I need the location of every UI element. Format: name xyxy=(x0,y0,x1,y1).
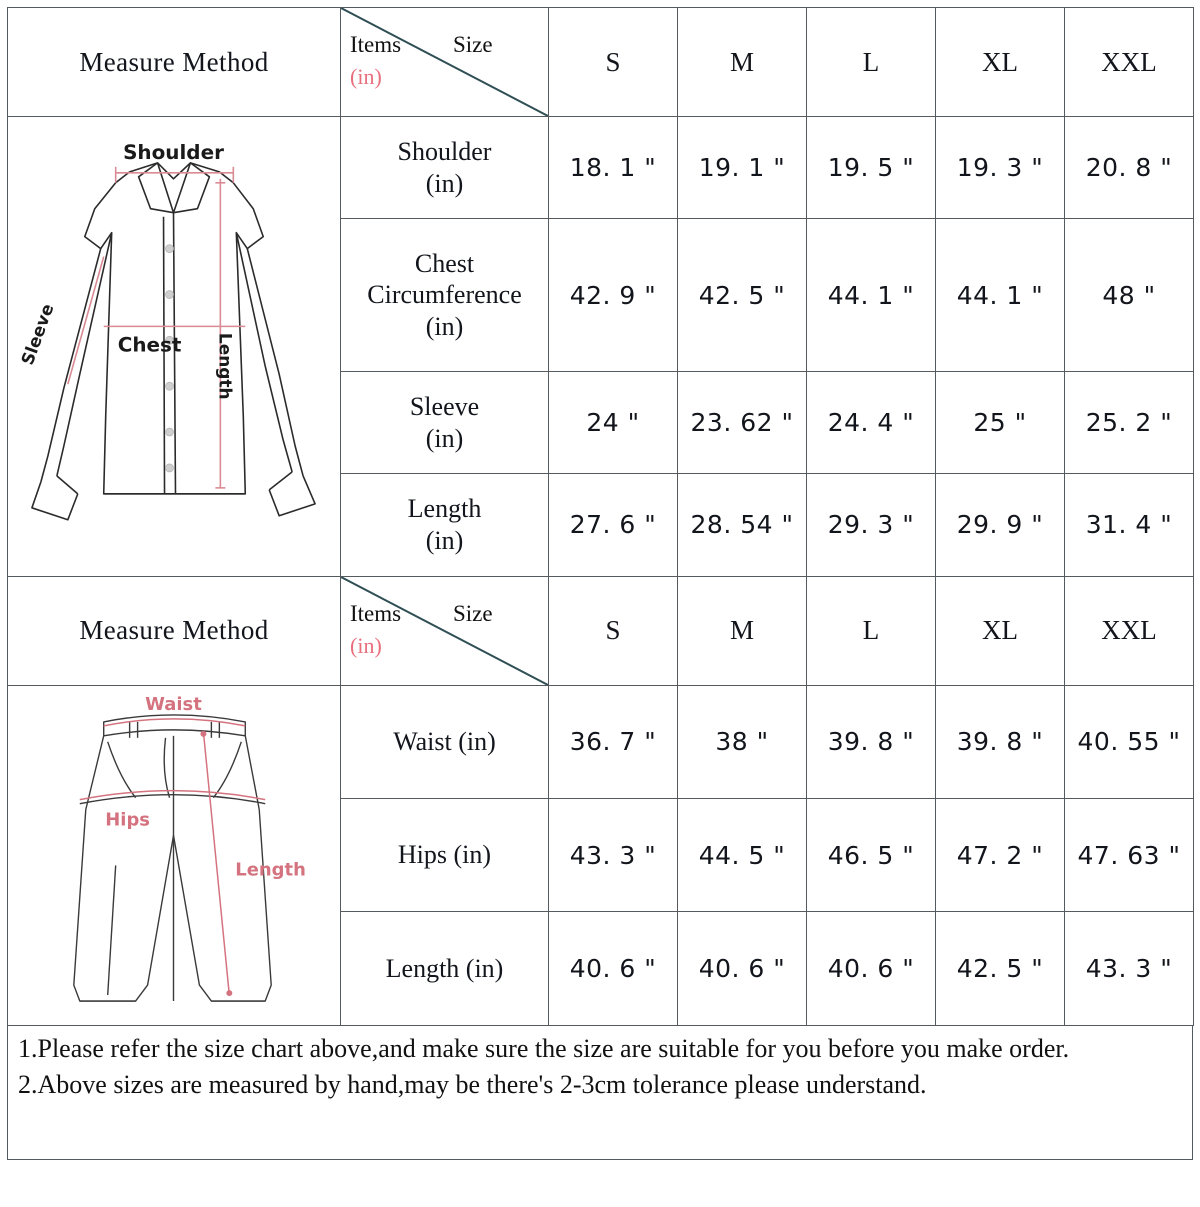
shirt-shoulder-m: 19. 1 " xyxy=(678,117,807,219)
pants-waist-xl: 39. 8 " xyxy=(936,685,1065,798)
pants-size-label: Size xyxy=(453,600,493,626)
shirt-length-s: 27. 6 " xyxy=(549,474,678,576)
pants-size-col-s: S xyxy=(549,576,678,685)
shirt-rowlabel-shoulder: Shoulder (in) xyxy=(341,117,549,219)
note-line-1: 1.Please refer the size chart above,and make sure the size are suitable for you before you make order. xyxy=(18,1033,1070,1063)
pants-hips-m: 44. 5 " xyxy=(678,798,807,911)
shirt-chest-m: 42. 5 " xyxy=(678,219,807,372)
shirt-shoulder-xl: 19. 3 " xyxy=(936,117,1065,219)
pants-illustration-icon xyxy=(8,686,340,1025)
shirt-sleeve-m: 23. 62 " xyxy=(678,371,807,473)
shirt-label-shoulder: Shoulder xyxy=(123,140,224,164)
shirt-length-xl: 29. 9 " xyxy=(936,474,1065,576)
pants-waist-l: 39. 8 " xyxy=(807,685,936,798)
note-line-2: 2.Above sizes are measured by hand,may be there's 2-3cm tolerance please understand. xyxy=(18,1070,927,1100)
pants-size-col-l: L xyxy=(807,576,936,685)
shirt-length-xxl: 31. 4 " xyxy=(1065,474,1194,576)
pants-waist-xxl: 40. 55 " xyxy=(1065,685,1194,798)
shirt-sleeve-l: 24. 4 " xyxy=(807,371,936,473)
pants-hips-s: 43. 3 " xyxy=(549,798,678,911)
pants-diagram-cell xyxy=(8,685,341,1025)
shirt-rowlabel-sleeve: Sleeve (in) xyxy=(341,371,549,473)
shirt-size-col-s: S xyxy=(549,8,678,117)
pants-hips-xxl: 47. 63 " xyxy=(1065,798,1194,911)
pants-unit-label: (in) xyxy=(350,632,382,658)
shirt-sleeve-xl: 25 " xyxy=(936,371,1065,473)
shirt-rowlabel-length: Length (in) xyxy=(341,474,549,576)
diagonal-divider-icon xyxy=(341,8,548,116)
pants-length-l: 40. 6 " xyxy=(807,912,936,1025)
pants-length-xl: 42. 5 " xyxy=(936,912,1065,1025)
shirt-items-size-corner xyxy=(341,8,549,117)
shirt-items-label: Items xyxy=(350,32,402,57)
shirt-diagram-cell xyxy=(8,117,341,577)
shirt-illustration-icon xyxy=(8,117,340,576)
shirt-label-length: Length xyxy=(215,332,236,400)
pants-rowlabel-waist: Waist (in) xyxy=(341,685,549,798)
shirt-measure-method-header: Measure Method xyxy=(8,8,341,117)
shirt-size-col-xxl: XXL xyxy=(1065,8,1194,117)
shirt-shoulder-l: 19. 5 " xyxy=(807,117,936,219)
footer-notes xyxy=(7,1026,1193,1160)
pants-items-label: Items xyxy=(350,600,402,626)
pants-size-col-xl: XL xyxy=(936,576,1065,685)
shirt-size-col-m: M xyxy=(678,8,807,117)
diagonal-divider-icon xyxy=(341,577,548,685)
size-chart-table xyxy=(7,7,1194,1026)
shirt-length-l: 29. 3 " xyxy=(807,474,936,576)
shirt-label-chest: Chest xyxy=(117,333,182,357)
shirt-size-col-l: L xyxy=(807,8,936,117)
shirt-row-shoulder xyxy=(8,117,1194,219)
shirt-chest-s: 42. 9 " xyxy=(549,219,678,372)
pants-label-waist: Waist xyxy=(145,693,202,715)
shirt-label-sleeve: Sleeve xyxy=(17,301,58,368)
pants-waist-m: 38 " xyxy=(678,685,807,798)
pants-label-length: Length xyxy=(235,859,306,881)
shirt-length-m: 28. 54 " xyxy=(678,474,807,576)
shirt-size-label: Size xyxy=(453,32,493,57)
shirt-shoulder-xxl: 20. 8 " xyxy=(1065,117,1194,219)
shirt-chest-l: 44. 1 " xyxy=(807,219,936,372)
pants-size-col-m: M xyxy=(678,576,807,685)
shirt-chest-xxl: 48 " xyxy=(1065,219,1194,372)
pants-length-s: 40. 6 " xyxy=(549,912,678,1025)
pants-hips-xl: 47. 2 " xyxy=(936,798,1065,911)
pants-items-size-corner xyxy=(341,576,549,685)
pants-rowlabel-hips: Hips (in) xyxy=(341,798,549,911)
shirt-sleeve-s: 24 " xyxy=(549,371,678,473)
shirt-header-row xyxy=(8,8,1194,117)
pants-length-m: 40. 6 " xyxy=(678,912,807,1025)
pants-size-col-xxl: XXL xyxy=(1065,576,1194,685)
shirt-shoulder-s: 18. 1 " xyxy=(549,117,678,219)
pants-rowlabel-length: Length (in) xyxy=(341,912,549,1025)
size-chart-sheet xyxy=(0,7,1200,1207)
pants-header-row xyxy=(8,576,1194,685)
shirt-sleeve-xxl: 25. 2 " xyxy=(1065,371,1194,473)
shirt-chest-xl: 44. 1 " xyxy=(936,219,1065,372)
pants-label-hips: Hips xyxy=(105,809,150,831)
pants-waist-s: 36. 7 " xyxy=(549,685,678,798)
shirt-unit-label: (in) xyxy=(350,64,382,89)
shirt-size-col-xl: XL xyxy=(936,8,1065,117)
pants-hips-l: 46. 5 " xyxy=(807,798,936,911)
pants-length-xxl: 43. 3 " xyxy=(1065,912,1194,1025)
pants-measure-method-header: Measure Method xyxy=(8,576,341,685)
shirt-rowlabel-chest: Chest Circumference (in) xyxy=(341,219,549,372)
pants-row-waist xyxy=(8,685,1194,798)
